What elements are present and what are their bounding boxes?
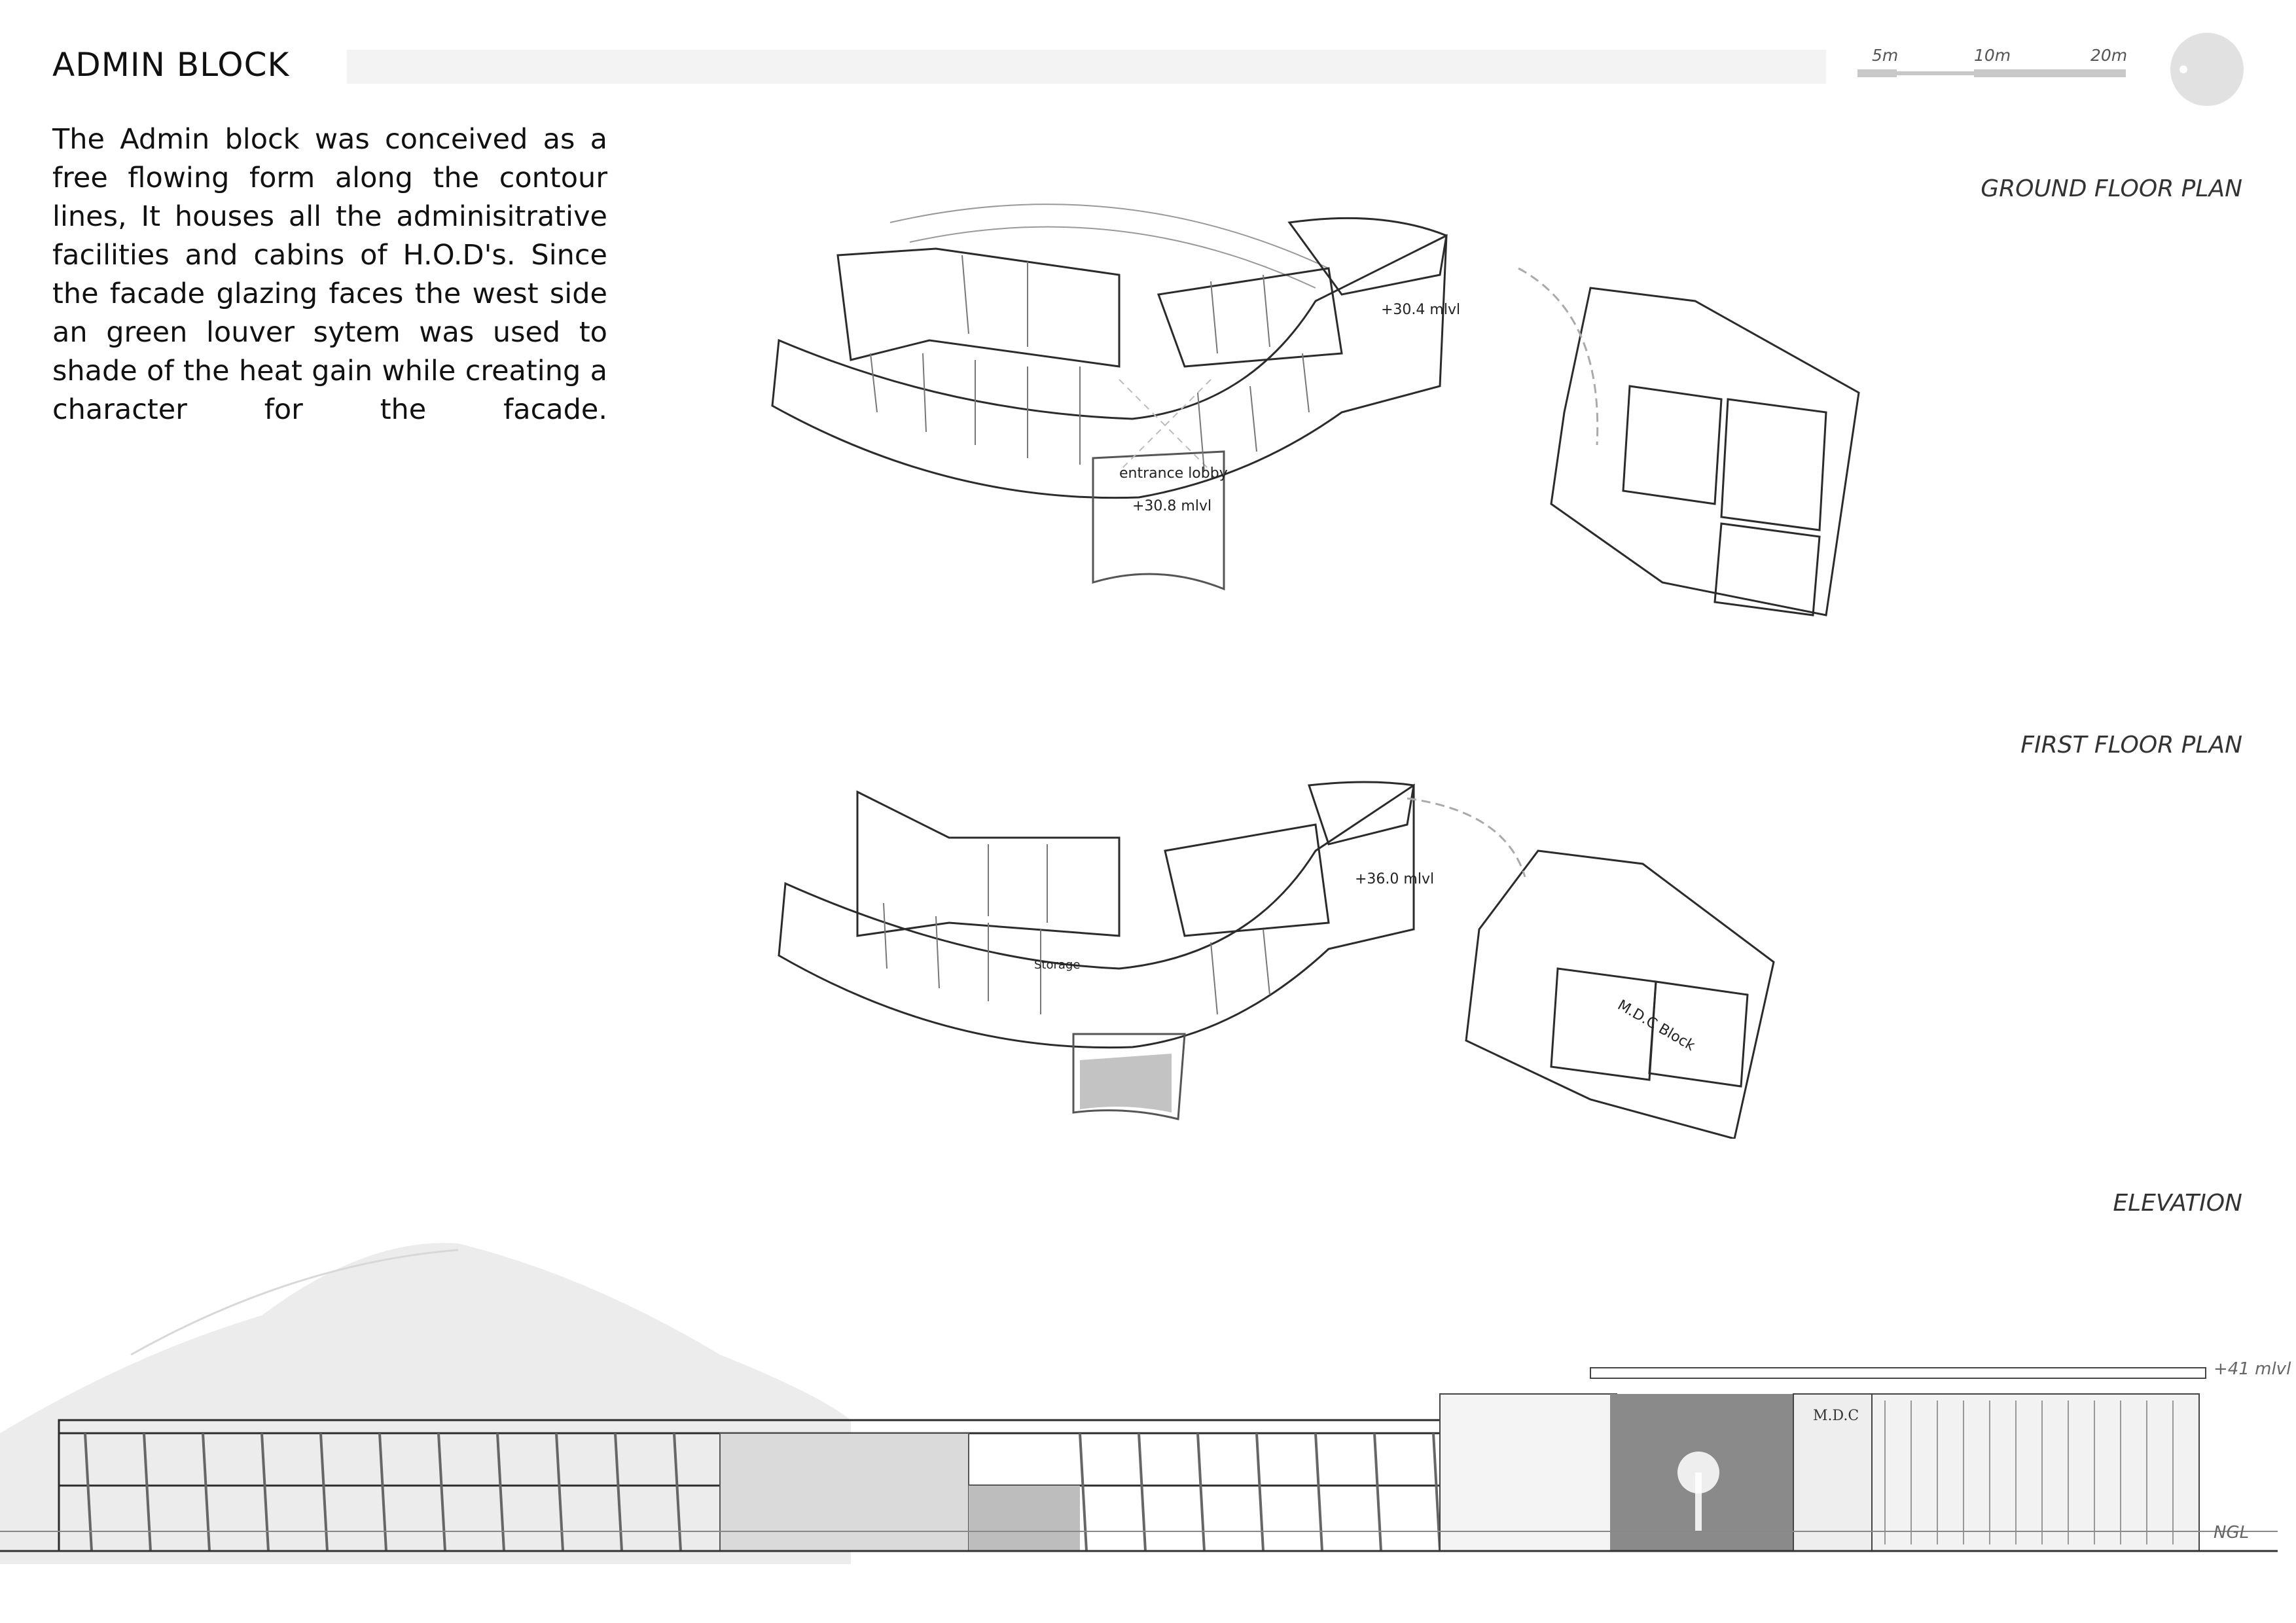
building-sign: M.D.C <box>1813 1408 1859 1424</box>
scale-segment <box>1897 71 1974 75</box>
elevation-label: ELEVATION <box>2113 1190 2242 1217</box>
room-label: entrance lobby <box>1119 465 1228 482</box>
title-bar <box>347 50 1826 84</box>
ground-floor-plan <box>753 196 1931 628</box>
first-floor-plan <box>753 772 1931 1139</box>
room-label: M.D.C Block <box>1615 997 1698 1055</box>
scale-label-5m: 5m <box>1872 46 1899 65</box>
scale-segment <box>1974 69 2126 77</box>
level-label: +30.8 mlvl <box>1132 498 1212 514</box>
scale-bar <box>1857 46 2132 79</box>
top-level-label: +41 mlvl <box>2214 1359 2291 1379</box>
page-title: ADMIN BLOCK <box>52 46 290 84</box>
room-label: Storage <box>1034 958 1081 972</box>
level-label: +30.4 mlvl <box>1381 302 1461 318</box>
ground-floor-plan-label: GROUND FLOOR PLAN <box>1981 175 2242 202</box>
level-label: +36.0 mlvl <box>1355 871 1435 887</box>
scale-label-20m: 20m <box>2090 46 2128 65</box>
first-floor-plan-label: FIRST FLOOR PLAN <box>2020 732 2242 758</box>
description-text: The Admin block was conceived as a free flowing form along the contour lines, It houses all the adminisitrative facilities and cabins of H.O.D's. Since the facade glazing faces the west side an green louver sytem was used to shade of the heat gain while creating a character for the facade. <box>52 123 607 426</box>
scale-segment <box>1857 69 1897 77</box>
elevation-drawing <box>0 1224 2296 1590</box>
north-marker <box>2179 65 2187 73</box>
ground-level-label: NGL <box>2214 1523 2250 1543</box>
scale-label-10m: 10m <box>1974 46 2011 65</box>
